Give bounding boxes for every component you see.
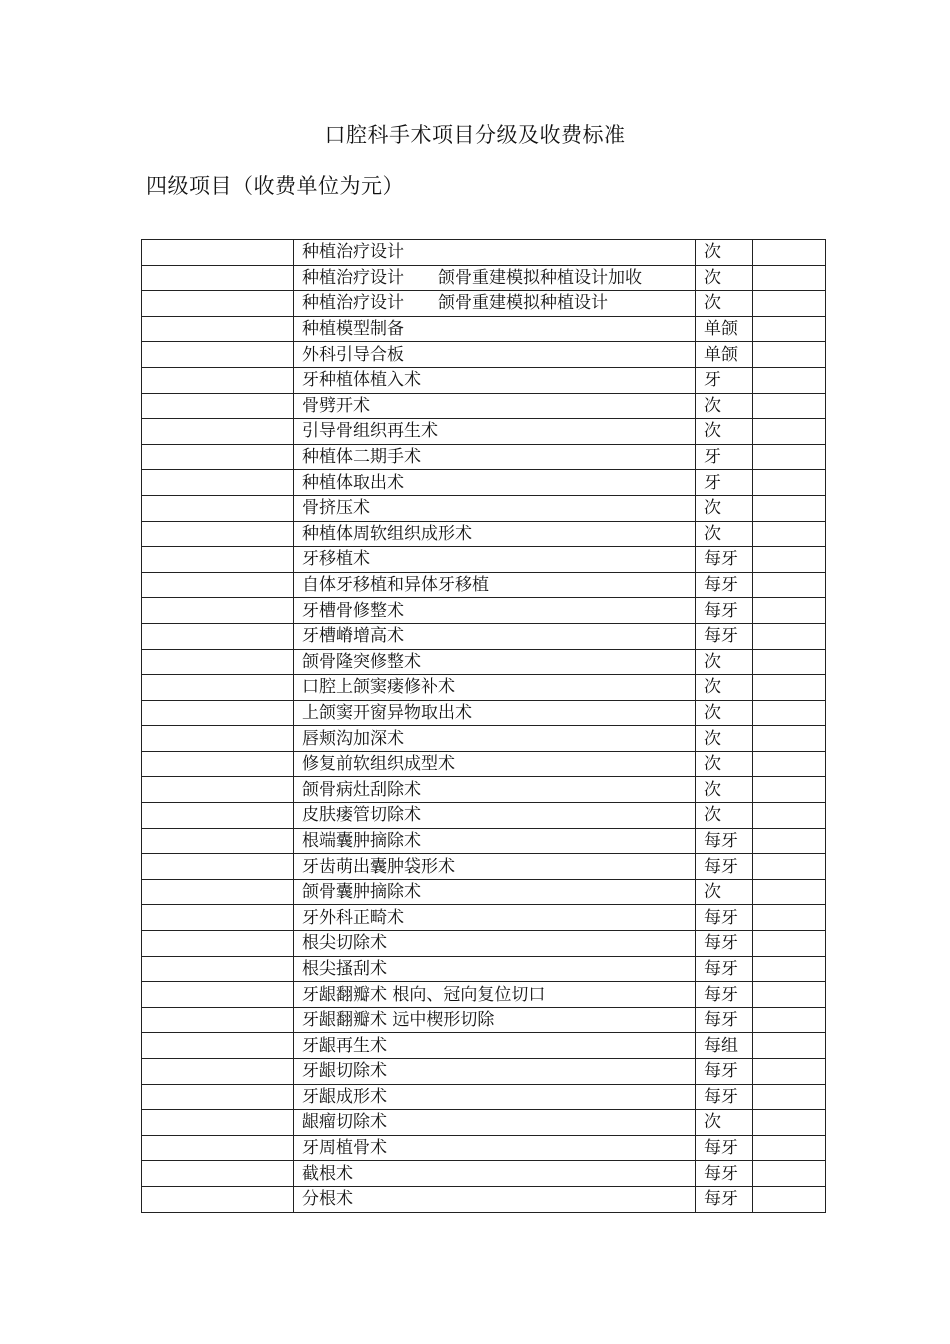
price-cell: [753, 1135, 826, 1161]
charge-unit-cell: 次: [696, 495, 753, 521]
charge-unit-cell: 次: [696, 675, 753, 701]
price-cell: [753, 1110, 826, 1136]
charge-unit-cell: 牙: [696, 470, 753, 496]
charge-unit-cell: 次: [696, 726, 753, 752]
item-code-cell: [142, 1007, 294, 1033]
price-cell: [753, 495, 826, 521]
price-cell: [753, 751, 826, 777]
table-row: [142, 291, 826, 317]
item-code-cell: [142, 291, 294, 317]
item-code-cell: [142, 1186, 294, 1212]
price-cell: [753, 803, 826, 829]
charge-unit-cell: 每牙: [696, 572, 753, 598]
charge-unit-cell: 每牙: [696, 905, 753, 931]
item-code-cell: [142, 265, 294, 291]
charge-unit-cell: 每牙: [696, 982, 753, 1008]
item-code-cell: [142, 675, 294, 701]
table-row: [142, 1033, 826, 1059]
item-code-cell: [142, 572, 294, 598]
item-name-cell: 修复前软组织成型术: [294, 751, 696, 777]
item-name-cell: 根端囊肿摘除术: [294, 828, 696, 854]
charge-unit-cell: 每牙: [696, 1084, 753, 1110]
item-code-cell: [142, 623, 294, 649]
charge-unit-cell: 牙: [696, 367, 753, 393]
item-name-cell: 颌骨病灶刮除术: [294, 777, 696, 803]
charge-unit-cell: 每牙: [696, 854, 753, 880]
price-cell: [753, 470, 826, 496]
price-cell: [753, 1084, 826, 1110]
price-cell: [753, 675, 826, 701]
item-name-cell: 种植体周软组织成形术: [294, 521, 696, 547]
price-cell: [753, 521, 826, 547]
section-heading: 四级项目（收费单位为元）: [146, 174, 404, 198]
item-code-cell: [142, 1059, 294, 1085]
item-name-cell: 牙龈切除术: [294, 1059, 696, 1085]
item-code-cell: [142, 419, 294, 445]
price-cell: [753, 905, 826, 931]
charge-unit-cell: 次: [696, 521, 753, 547]
price-cell: [753, 598, 826, 624]
table-row: [142, 240, 826, 266]
price-cell: [753, 1161, 826, 1187]
item-code-cell: [142, 700, 294, 726]
table-row: [142, 700, 826, 726]
table-row: [142, 470, 826, 496]
table-row: [142, 1059, 826, 1085]
item-code-cell: [142, 342, 294, 368]
item-code-cell: [142, 982, 294, 1008]
item-code-cell: [142, 956, 294, 982]
charge-unit-cell: 次: [696, 1110, 753, 1136]
item-name-cell: 根尖切除术: [294, 931, 696, 957]
item-code-cell: [142, 751, 294, 777]
price-cell: [753, 342, 826, 368]
table-row: [142, 1007, 826, 1033]
charge-unit-cell: 单颌: [696, 316, 753, 342]
item-code-cell: [142, 444, 294, 470]
table-row: [142, 956, 826, 982]
item-code-cell: [142, 393, 294, 419]
price-cell: [753, 777, 826, 803]
charge-unit-cell: 每牙: [696, 828, 753, 854]
price-cell: [753, 444, 826, 470]
price-cell: [753, 931, 826, 957]
price-cell: [753, 700, 826, 726]
item-name-cell: 自体牙移植和异体牙移植: [294, 572, 696, 598]
fee-table: [141, 239, 826, 1213]
table-row: [142, 905, 826, 931]
table-row: [142, 1110, 826, 1136]
item-code-cell: [142, 931, 294, 957]
item-name-cell: 骨挤压术: [294, 495, 696, 521]
price-cell: [753, 1059, 826, 1085]
item-name-cell: 外科引导合板: [294, 342, 696, 368]
table-row: [142, 854, 826, 880]
item-name-cell: 牙齿萌出囊肿袋形术: [294, 854, 696, 880]
price-cell: [753, 572, 826, 598]
item-code-cell: [142, 598, 294, 624]
item-code-cell: [142, 547, 294, 573]
item-name-cell: 种植治疗设计 颌骨重建模拟种植设计加收: [294, 265, 696, 291]
charge-unit-cell: 次: [696, 291, 753, 317]
price-cell: [753, 1007, 826, 1033]
item-name-cell: 牙龈翻瓣术 根向、冠向复位切口: [294, 982, 696, 1008]
table-row: [142, 367, 826, 393]
item-code-cell: [142, 854, 294, 880]
price-cell: [753, 649, 826, 675]
item-code-cell: [142, 521, 294, 547]
table-row: [142, 495, 826, 521]
item-name-cell: 颌骨隆突修整术: [294, 649, 696, 675]
charge-unit-cell: 次: [696, 265, 753, 291]
charge-unit-cell: 每牙: [696, 1007, 753, 1033]
table-row: [142, 393, 826, 419]
item-name-cell: 引导骨组织再生术: [294, 419, 696, 445]
table-row: [142, 828, 826, 854]
price-cell: [753, 240, 826, 266]
item-name-cell: 皮肤瘘管切除术: [294, 803, 696, 829]
table-row: [142, 316, 826, 342]
price-cell: [753, 419, 826, 445]
item-name-cell: 牙槽嵴增高术: [294, 623, 696, 649]
charge-unit-cell: 次: [696, 879, 753, 905]
item-code-cell: [142, 240, 294, 266]
item-name-cell: 种植模型制备: [294, 316, 696, 342]
item-name-cell: 牙龈翻瓣术 远中楔形切除: [294, 1007, 696, 1033]
table-row: [142, 649, 826, 675]
charge-unit-cell: 次: [696, 751, 753, 777]
item-name-cell: 牙槽骨修整术: [294, 598, 696, 624]
item-code-cell: [142, 803, 294, 829]
table-row: [142, 419, 826, 445]
item-code-cell: [142, 777, 294, 803]
price-cell: [753, 367, 826, 393]
charge-unit-cell: 每牙: [696, 623, 753, 649]
item-code-cell: [142, 879, 294, 905]
item-name-cell: 骨劈开术: [294, 393, 696, 419]
charge-unit-cell: 每牙: [696, 547, 753, 573]
table-row: [142, 879, 826, 905]
item-code-cell: [142, 1135, 294, 1161]
item-name-cell: 分根术: [294, 1186, 696, 1212]
table-row: [142, 1084, 826, 1110]
item-code-cell: [142, 495, 294, 521]
item-code-cell: [142, 905, 294, 931]
item-name-cell: 种植治疗设计: [294, 240, 696, 266]
price-cell: [753, 316, 826, 342]
page-title: 口腔科手术项目分级及收费标准: [324, 123, 626, 147]
charge-unit-cell: 每牙: [696, 1186, 753, 1212]
fee-table-body: [142, 240, 826, 1213]
charge-unit-cell: 每牙: [696, 598, 753, 624]
item-code-cell: [142, 726, 294, 752]
charge-unit-cell: 次: [696, 803, 753, 829]
charge-unit-cell: 牙: [696, 444, 753, 470]
item-code-cell: [142, 1161, 294, 1187]
item-code-cell: [142, 367, 294, 393]
table-row: [142, 675, 826, 701]
item-name-cell: 种植治疗设计 颌骨重建模拟种植设计: [294, 291, 696, 317]
price-cell: [753, 828, 826, 854]
item-code-cell: [142, 470, 294, 496]
item-code-cell: [142, 316, 294, 342]
price-cell: [753, 291, 826, 317]
price-cell: [753, 265, 826, 291]
item-name-cell: 牙龈成形术: [294, 1084, 696, 1110]
charge-unit-cell: 每牙: [696, 1161, 753, 1187]
price-cell: [753, 393, 826, 419]
item-name-cell: 种植体取出术: [294, 470, 696, 496]
item-code-cell: [142, 649, 294, 675]
item-name-cell: 种植体二期手术: [294, 444, 696, 470]
table-row: [142, 521, 826, 547]
item-name-cell: 口腔上颌窦瘘修补术: [294, 675, 696, 701]
item-code-cell: [142, 1033, 294, 1059]
charge-unit-cell: 每牙: [696, 956, 753, 982]
table-row: [142, 572, 826, 598]
table-row: [142, 931, 826, 957]
item-name-cell: 根尖搔刮术: [294, 956, 696, 982]
table-row: [142, 444, 826, 470]
item-name-cell: 上颌窦开窗异物取出术: [294, 700, 696, 726]
item-name-cell: 牙外科正畸术: [294, 905, 696, 931]
table-row: [142, 1161, 826, 1187]
charge-unit-cell: 每牙: [696, 931, 753, 957]
table-row: [142, 547, 826, 573]
charge-unit-cell: 单颌: [696, 342, 753, 368]
table-row: [142, 598, 826, 624]
item-name-cell: 牙周植骨术: [294, 1135, 696, 1161]
price-cell: [753, 623, 826, 649]
table-row: [142, 1135, 826, 1161]
price-cell: [753, 879, 826, 905]
item-code-cell: [142, 1110, 294, 1136]
table-row: [142, 342, 826, 368]
item-name-cell: 截根术: [294, 1161, 696, 1187]
price-cell: [753, 854, 826, 880]
table-row: [142, 726, 826, 752]
charge-unit-cell: 次: [696, 419, 753, 445]
price-cell: [753, 547, 826, 573]
table-row: [142, 982, 826, 1008]
table-row: [142, 777, 826, 803]
item-name-cell: 龈瘤切除术: [294, 1110, 696, 1136]
table-row: [142, 623, 826, 649]
table-row: [142, 751, 826, 777]
table-row: [142, 1186, 826, 1212]
charge-unit-cell: 次: [696, 240, 753, 266]
price-cell: [753, 1033, 826, 1059]
table-row: [142, 265, 826, 291]
price-cell: [753, 726, 826, 752]
charge-unit-cell: 每组: [696, 1033, 753, 1059]
item-name-cell: 颌骨囊肿摘除术: [294, 879, 696, 905]
price-cell: [753, 956, 826, 982]
price-cell: [753, 982, 826, 1008]
item-code-cell: [142, 1084, 294, 1110]
charge-unit-cell: 次: [696, 649, 753, 675]
item-name-cell: 牙种植体植入术: [294, 367, 696, 393]
charge-unit-cell: 次: [696, 393, 753, 419]
item-name-cell: 牙移植术: [294, 547, 696, 573]
charge-unit-cell: 每牙: [696, 1135, 753, 1161]
charge-unit-cell: 次: [696, 777, 753, 803]
table-row: [142, 803, 826, 829]
price-cell: [753, 1186, 826, 1212]
item-name-cell: 唇颊沟加深术: [294, 726, 696, 752]
charge-unit-cell: 次: [696, 700, 753, 726]
charge-unit-cell: 每牙: [696, 1059, 753, 1085]
item-name-cell: 牙龈再生术: [294, 1033, 696, 1059]
item-code-cell: [142, 828, 294, 854]
